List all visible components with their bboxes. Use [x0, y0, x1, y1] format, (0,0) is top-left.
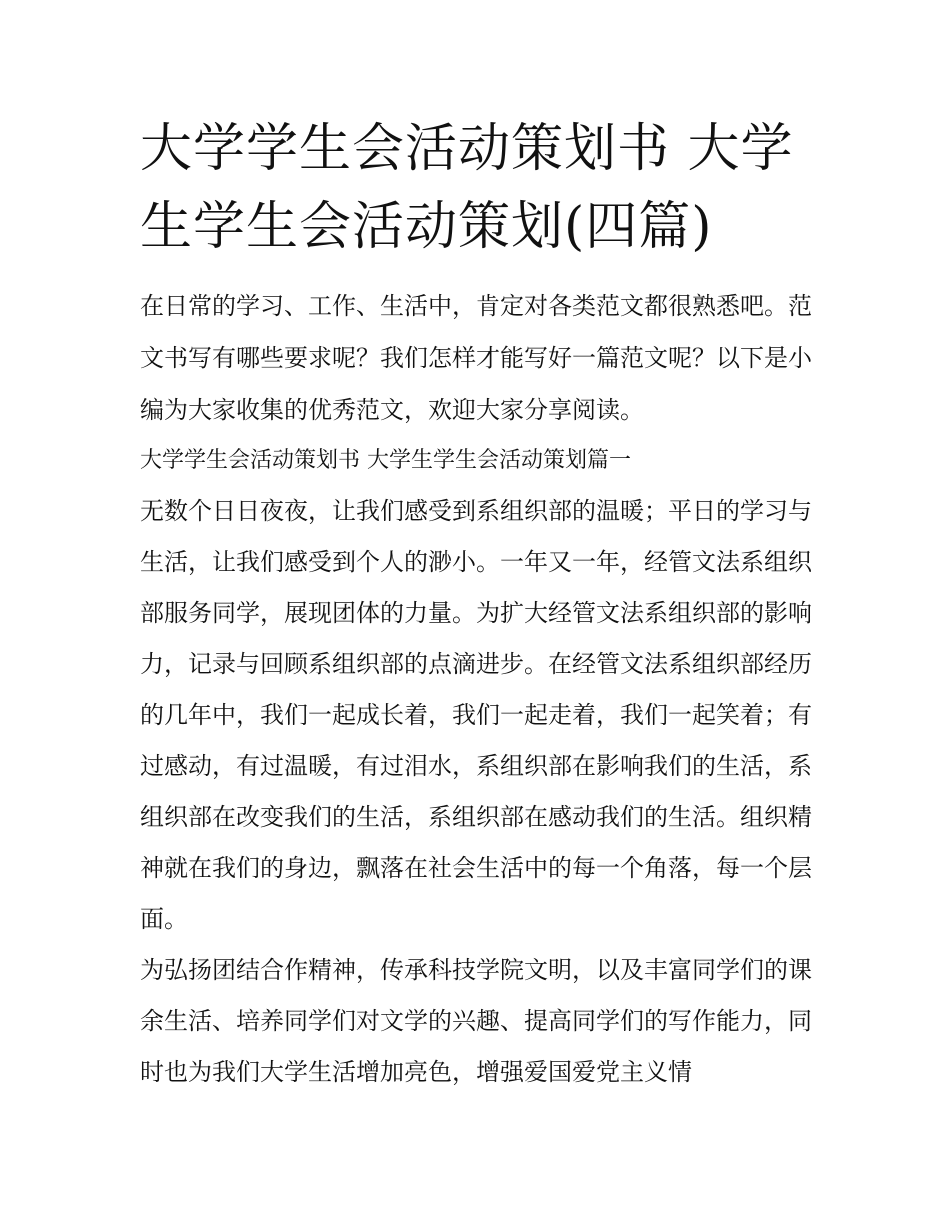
document-body [140, 110, 820, 1098]
document-title: 大学学生会活动策划书 大学生学生会活动策划(四篇) [140, 119, 794, 257]
intro-paragraph: 在日常的学习、工作、生活中，肯定对各类范文都很熟悉吧。范文书写有哪些要求呢？我们怎样才能写好一篇范文呢？以下是小编为大家收集的优秀范文，欢迎大家分享阅读。 [140, 292, 812, 424]
body-paragraph-1: 无数个日日夜夜，让我们感受到系组织部的温暖；平日的学习与生活，让我们感受到个人的渺小。一年又一年，经管文法系组织部服务同学，展现团体的力量。为扩大经管文法系组织部的影响力，记录与回顾系组织部的点滴进步。在经管文法系组织部经历的几年中，我们一起成长着，我们一起走着，我们一起笑着；有过感动，有过温暖，有过泪水，系组织部在影响我们的生活，系组织部在改变我们的生活，系组织部在感动我们的生活。组织精神就在我们的身边，飘落在社会生活中的每一个角落，每一个层面。 [140, 497, 812, 933]
body-paragraph-2: 为弘扬团结合作精神，传承科技学院文明，以及丰富同学们的课余生活、培养同学们对文学的兴趣、提高同学们的写作能力，同时也为我们大学生活增加亮色，增强爱国爱党主义情 [140, 956, 812, 1086]
section-heading: 大学学生会活动策划书 大学生学生会活动策划篇一 [140, 448, 631, 473]
